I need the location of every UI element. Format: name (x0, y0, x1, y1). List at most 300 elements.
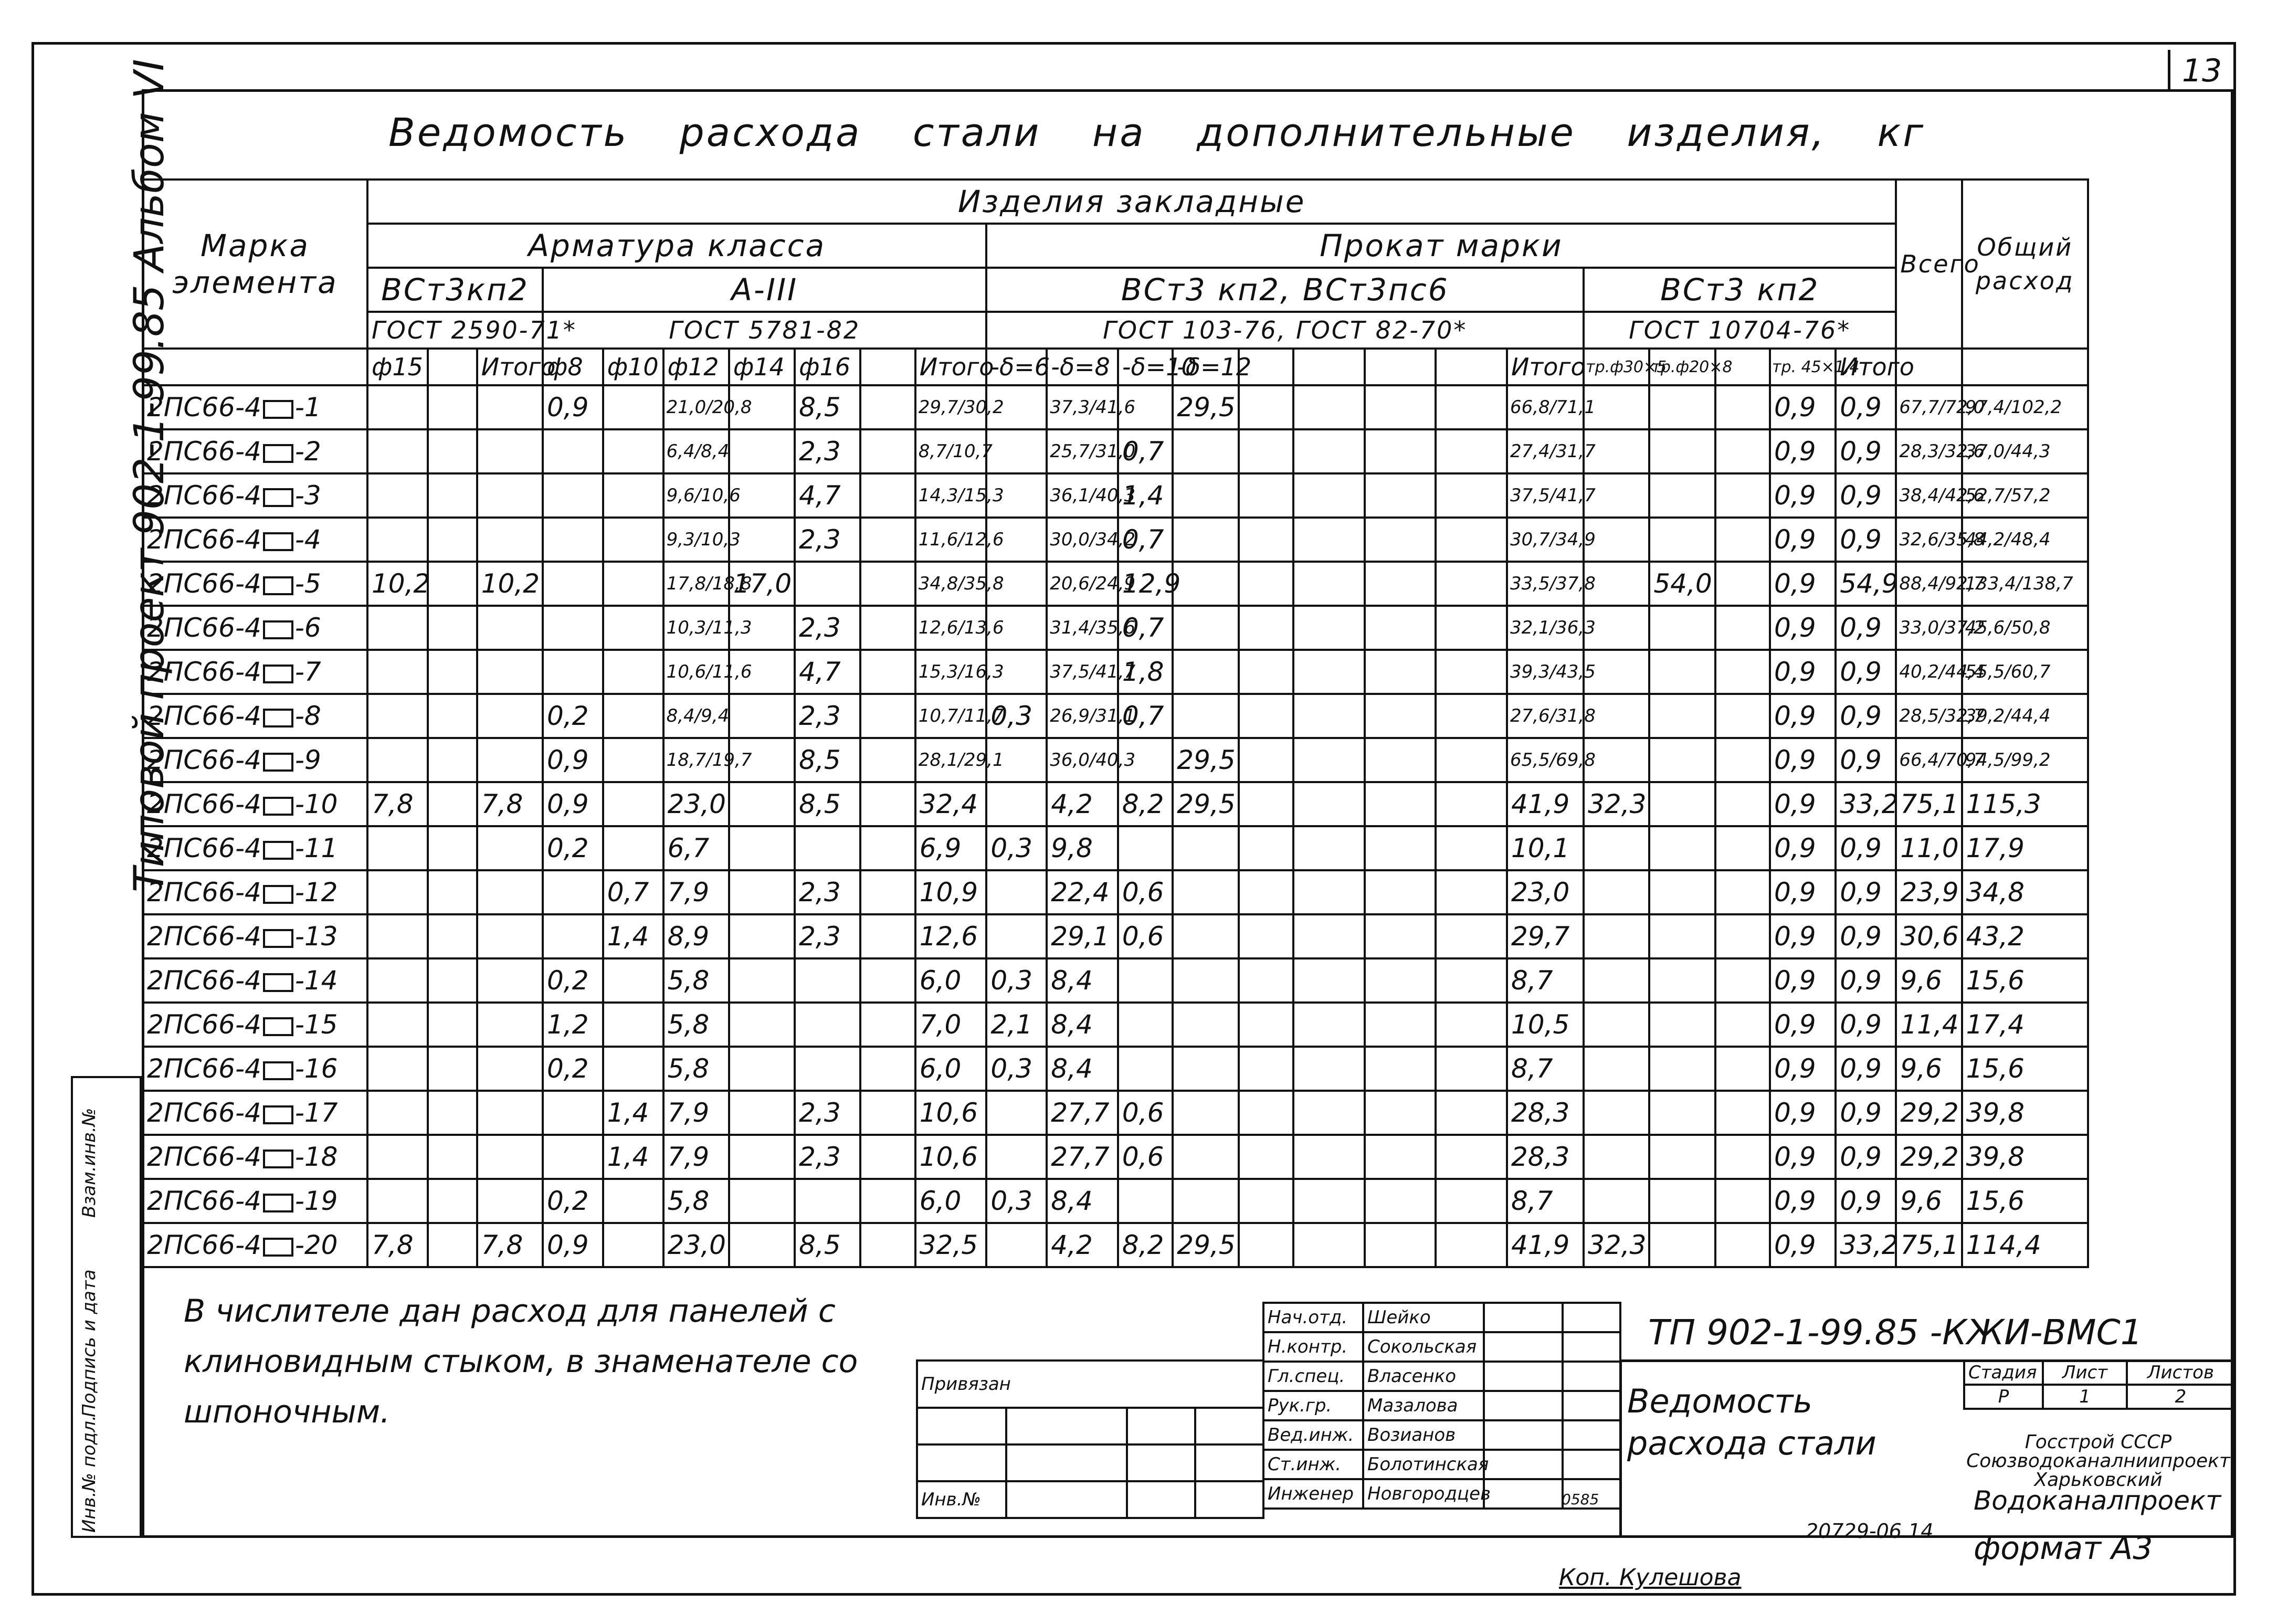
cell-ic: 41,9 (1507, 1223, 1584, 1267)
mark-number: -16 (294, 1053, 338, 1084)
empty-cell (860, 782, 915, 826)
mark-code: 2ПС66-4 (147, 568, 261, 599)
empty-cell (428, 1003, 477, 1047)
cell-t12 (1173, 914, 1238, 958)
mark-box-icon (263, 620, 293, 639)
mark-code: 2ПС66-4 (147, 613, 261, 643)
cell-ic: 28,3 (1507, 1135, 1584, 1179)
table-row (143, 1003, 2088, 1047)
mark-number: -15 (294, 1009, 338, 1040)
col-t12: -δ=12 (1173, 349, 1238, 385)
cell-d8 (543, 914, 603, 958)
cell-total: 66,4/70,7 (1896, 738, 1962, 782)
cell-general: 37,0/44,3 (1962, 429, 2088, 473)
cell-d8: 0,2 (543, 1047, 603, 1091)
empty-cell (1365, 1091, 1436, 1135)
mark-code: 2ПС66-4 (147, 1098, 261, 1128)
cell-t12 (1173, 870, 1238, 914)
cell-t12 (1173, 826, 1238, 870)
steel-table (142, 178, 2089, 1268)
cell-d14 (729, 1223, 795, 1267)
empty-cell (1293, 606, 1365, 650)
cell-id: 0,9 (1836, 429, 1896, 473)
mark-box-icon (263, 1061, 293, 1080)
empty-cell (1715, 914, 1770, 958)
cell-tr2: 54,0 (1649, 562, 1715, 606)
header-gost-a: ГОСТ 2590-71* (367, 312, 543, 349)
cell-t12 (1173, 1179, 1238, 1223)
empty-cell (1239, 1047, 1293, 1091)
cell-id: 0,9 (1836, 650, 1896, 694)
cell-tr1: 32,3 (1584, 1223, 1649, 1267)
col-tr1: тр.ф30×5 (1584, 349, 1649, 385)
table-row (143, 738, 2088, 782)
empty-cell (428, 385, 477, 429)
cell-id: 0,9 (1836, 738, 1896, 782)
cell-d10 (603, 1179, 663, 1223)
row-mark (143, 1047, 367, 1091)
cell-d8 (543, 606, 603, 650)
privyazan-cell (917, 1361, 1263, 1408)
cell-t6: 0,3 (986, 694, 1047, 738)
cell (1195, 1444, 1263, 1481)
cell-t8: 27,7 (1047, 1135, 1118, 1179)
cell-id: 0,9 (1836, 870, 1896, 914)
mark-number: -13 (294, 921, 338, 952)
empty-cell (1436, 826, 1507, 870)
cell-tr3: 0,9 (1770, 650, 1836, 694)
cell-tr1 (1584, 1091, 1649, 1135)
cell-t8: 8,4 (1047, 1003, 1118, 1047)
empty-cell (1239, 473, 1293, 518)
empty-cell (1293, 562, 1365, 606)
empty-cell (860, 1003, 915, 1047)
cell-d14 (729, 914, 795, 958)
cell-d10 (603, 429, 663, 473)
row-mark (143, 606, 367, 650)
cell-t8: 4,2 (1047, 1223, 1118, 1267)
header-vst-a: ВСт3кп2 (367, 268, 543, 312)
cell-id: 0,9 (1836, 958, 1896, 1003)
empty-cell (1365, 870, 1436, 914)
sheets-value: 2 (2127, 1385, 2234, 1409)
empty-cell (1293, 914, 1365, 958)
cell-tr3: 0,9 (1770, 1223, 1836, 1267)
cell-id: 54,9 (1836, 562, 1896, 606)
cell-tr1 (1584, 1179, 1649, 1223)
empty-cell (1239, 429, 1293, 473)
empty-cell (1715, 738, 1770, 782)
cell-total: 28,3/32,6 (1896, 429, 1962, 473)
binding-table (916, 1359, 1264, 1519)
empty-cell (1365, 473, 1436, 518)
cell-general: 39,8 (1962, 1135, 2088, 1179)
table-row (143, 914, 2088, 958)
row-mark (143, 826, 367, 870)
cell-d12: 9,6/10,6 (663, 473, 729, 518)
cell-d8: 0,9 (543, 782, 603, 826)
cell-t10: 8,2 (1118, 1223, 1173, 1267)
empty-cell (1293, 429, 1365, 473)
cell-ic: 29,7 (1507, 914, 1584, 958)
cell-d15 (367, 1179, 428, 1223)
empty-cell (1715, 518, 1770, 562)
empty-cell (1365, 1179, 1436, 1223)
cell-d16: 2,3 (795, 1135, 860, 1179)
empty-cell (1715, 1135, 1770, 1179)
cell-tr2 (1649, 385, 1715, 429)
table-row (143, 1135, 2088, 1179)
cell-ib: 10,6 (915, 1091, 987, 1135)
empty-cell (428, 958, 477, 1003)
col-blank (860, 349, 915, 385)
cell-t6 (986, 1091, 1047, 1135)
cell-d10 (603, 518, 663, 562)
cell-id: 0,9 (1836, 518, 1896, 562)
empty-cell (428, 1179, 477, 1223)
header-prokat: Прокат марки (986, 224, 1896, 268)
cell-ia (477, 650, 543, 694)
cell-total: 30,6 (1896, 914, 1962, 958)
mark-number: -10 (294, 789, 338, 819)
cell-id: 0,9 (1836, 606, 1896, 650)
cell (1006, 1408, 1127, 1444)
cell-t12 (1173, 1091, 1238, 1135)
cell-t8: 30,0/34,2 (1047, 518, 1118, 562)
cell-t6 (986, 782, 1047, 826)
cell-d10 (603, 562, 663, 606)
empty-cell (1715, 1003, 1770, 1047)
cell-t10 (1118, 1047, 1173, 1091)
cell-d16: 4,7 (795, 650, 860, 694)
empty-cell (1293, 1003, 1365, 1047)
cell-general: 39,8 (1962, 1091, 2088, 1135)
cell-d14: 17,0 (729, 562, 795, 606)
cell (1006, 1481, 1127, 1518)
cell-t6 (986, 914, 1047, 958)
cell-d12: 23,0 (663, 1223, 729, 1267)
mark-number: -19 (294, 1186, 338, 1216)
cell-d14 (729, 870, 795, 914)
empty-cell (1715, 429, 1770, 473)
cell-ia (477, 738, 543, 782)
staff-signature (1484, 1479, 1563, 1509)
empty-cell (428, 826, 477, 870)
cell-t12: 29,5 (1173, 1223, 1238, 1267)
cell-d10 (603, 1223, 663, 1267)
empty-cell (1715, 826, 1770, 870)
empty-cell (428, 650, 477, 694)
empty-cell (860, 606, 915, 650)
cell-t10: 0,6 (1118, 914, 1173, 958)
empty-cell (1365, 606, 1436, 650)
cell-tr2 (1649, 429, 1715, 473)
empty-cell (1293, 870, 1365, 914)
cell-t8: 22,4 (1047, 870, 1118, 914)
empty-cell (1436, 870, 1507, 914)
empty-cell (860, 473, 915, 518)
empty-cell (860, 1047, 915, 1091)
cell-d12: 8,4/9,4 (663, 694, 729, 738)
cell-general: 15,6 (1962, 1047, 2088, 1091)
cell-total: 28,5/32,7 (1896, 694, 1962, 738)
cell-d12: 9,3/10,3 (663, 518, 729, 562)
mark-number: -8 (294, 701, 321, 731)
cell-general: 15,6 (1962, 958, 2088, 1003)
empty-cell (1239, 1135, 1293, 1179)
col-blank (1365, 349, 1436, 385)
cell-t6: 2,1 (986, 1003, 1047, 1047)
mark-code: 2ПС66-4 (147, 745, 261, 775)
empty-cell (1715, 1091, 1770, 1135)
cell-d8: 0,2 (543, 826, 603, 870)
cell-t6 (986, 870, 1047, 914)
cell-t6 (986, 1223, 1047, 1267)
col-blank (1293, 349, 1365, 385)
empty-cell (860, 562, 915, 606)
col-blank (428, 349, 477, 385)
cell-d14 (729, 782, 795, 826)
row-mark (143, 782, 367, 826)
table-row (143, 870, 2088, 914)
col-blank (1436, 349, 1507, 385)
empty-cell (1436, 1047, 1507, 1091)
cell-tr3: 0,9 (1770, 385, 1836, 429)
cell-d10 (603, 694, 663, 738)
table-row (143, 606, 2088, 650)
empty-cell (1715, 562, 1770, 606)
staff-signature (1484, 1362, 1563, 1391)
empty-cell (1436, 1179, 1507, 1223)
mark-box-icon (263, 797, 293, 816)
cell-ia (477, 958, 543, 1003)
mark-number: -14 (294, 965, 338, 996)
stage-table (1963, 1359, 2236, 1410)
row-mark (143, 914, 367, 958)
cell-t10: 0,7 (1118, 694, 1173, 738)
cell-t12 (1173, 650, 1238, 694)
sheet-title: Ведомость расхода стали (1627, 1382, 1876, 1462)
header-vst-b: ВСт3 кп2, ВСт3пс6 (986, 268, 1584, 312)
cell-d16: 2,3 (795, 429, 860, 473)
header-total-general: Общий расход (1962, 180, 2088, 349)
empty-cell (1293, 650, 1365, 694)
cell-total: 9,6 (1896, 1179, 1962, 1223)
copied-by: Коп. Кулешова (1559, 1564, 1742, 1591)
empty-cell (1239, 694, 1293, 738)
staff-role: Инженер (1263, 1479, 1363, 1509)
empty-cell (1436, 518, 1507, 562)
cell-t10: 8,2 (1118, 782, 1173, 826)
cell-tr3: 0,9 (1770, 1135, 1836, 1179)
staff-role: Рук.гр. (1263, 1391, 1363, 1420)
cell-ib: 7,0 (915, 1003, 987, 1047)
mark-code: 2ПС66-4 (147, 657, 261, 687)
cell-ic: 8,7 (1507, 1047, 1584, 1091)
mark-code: 2ПС66-4 (147, 1230, 261, 1260)
empty-cell (1365, 562, 1436, 606)
cell-t6: 0,3 (986, 826, 1047, 870)
row-mark (143, 694, 367, 738)
staff-role: Ст.инж. (1263, 1450, 1363, 1479)
table-row (143, 518, 2088, 562)
staff-name: Власенко (1363, 1362, 1484, 1391)
cell-d10 (603, 782, 663, 826)
cell-ib: 32,4 (915, 782, 987, 826)
cell-t10 (1118, 1003, 1173, 1047)
cell-ia (477, 694, 543, 738)
empty-cell (428, 562, 477, 606)
cell-t8: 27,7 (1047, 1091, 1118, 1135)
mark-code: 2ПС66-4 (147, 524, 261, 555)
cell-ic: 33,5/37,8 (1507, 562, 1584, 606)
empty-cell (1239, 650, 1293, 694)
mark-box-icon (263, 576, 293, 595)
empty-cell (1293, 1223, 1365, 1267)
empty-cell (1293, 1091, 1365, 1135)
cell (1195, 1408, 1263, 1444)
empty-cell (428, 1223, 477, 1267)
cell-ic: 30,7/34,9 (1507, 518, 1584, 562)
col-d10: ф10 (603, 349, 663, 385)
staff-row (1263, 1362, 1620, 1391)
col-tr2: тр.ф20×8 (1649, 349, 1715, 385)
cell-d16: 2,3 (795, 518, 860, 562)
cell-id: 0,9 (1836, 385, 1896, 429)
header-total-all: Всего (1896, 180, 1962, 349)
cell-t12 (1173, 1003, 1238, 1047)
cell-total: 9,6 (1896, 1047, 1962, 1091)
cell-tr2 (1649, 694, 1715, 738)
cell-d12: 18,7/19,7 (663, 738, 729, 782)
cell-ia (477, 1047, 543, 1091)
table-row (143, 385, 2088, 429)
cell-d15: 7,8 (367, 782, 428, 826)
cell-id: 0,9 (1836, 1179, 1896, 1223)
col-d12: ф12 (663, 349, 729, 385)
cell-t8: 8,4 (1047, 958, 1118, 1003)
staff-name: Мазалова (1363, 1391, 1484, 1420)
cell-d16 (795, 958, 860, 1003)
cell-ib: 28,1/29,1 (915, 738, 987, 782)
empty-cell (1239, 914, 1293, 958)
cell-d8 (543, 1135, 603, 1179)
cell-d15 (367, 1003, 428, 1047)
empty-cell (1436, 914, 1507, 958)
mark-number: -9 (294, 745, 321, 775)
empty-cell (1436, 694, 1507, 738)
staff-row (1263, 1391, 1620, 1420)
mark-code: 2ПС66-4 (147, 392, 261, 423)
cell-tr3: 0,9 (1770, 429, 1836, 473)
row-mark (143, 738, 367, 782)
cell-ia (477, 1091, 543, 1135)
sheet-label: Лист (2043, 1361, 2127, 1385)
mark-number: -12 (294, 877, 338, 908)
empty-cell (860, 429, 915, 473)
cell-d10 (603, 738, 663, 782)
cell-total: 67,7/72,0 (1896, 385, 1962, 429)
cell-d12: 10,6/11,6 (663, 650, 729, 694)
cell-general: 94,5/99,2 (1962, 738, 2088, 782)
empty-cell (1365, 958, 1436, 1003)
cell-ic: 41,9 (1507, 782, 1584, 826)
empty-cell (428, 518, 477, 562)
table-row (143, 429, 2088, 473)
empty-cell (1365, 1223, 1436, 1267)
cell-tr3: 0,9 (1770, 694, 1836, 738)
cell-d10 (603, 1047, 663, 1091)
table-body (143, 385, 2088, 1267)
row-mark (143, 1003, 367, 1047)
cell-d16 (795, 1179, 860, 1223)
mark-box-icon (263, 753, 293, 772)
cell-ib: 10,7/11,7 (915, 694, 987, 738)
col-d16: ф16 (795, 349, 860, 385)
empty-cell (428, 1091, 477, 1135)
cell-t10: 0,6 (1118, 870, 1173, 914)
organization: Госстрой СССР Союзводоканалниипроект Харьковский (1966, 1431, 2230, 1491)
cell-t6: 0,3 (986, 958, 1047, 1003)
col-itogo-a: Итого (477, 349, 543, 385)
empty-cell (428, 473, 477, 518)
row-mark (143, 429, 367, 473)
mark-number: -20 (294, 1230, 338, 1260)
sheets-label: Листов (2127, 1361, 2234, 1385)
cell-d10: 0,7 (603, 870, 663, 914)
header-armatura: Арматура класса (367, 224, 986, 268)
cell-tr2 (1649, 518, 1715, 562)
empty-cell (428, 782, 477, 826)
cell-general: 97,4/102,2 (1962, 385, 2088, 429)
cell-tr2 (1649, 1091, 1715, 1135)
cell-t12: 29,5 (1173, 782, 1238, 826)
document-title: Ведомость расхода стали на дополнительные изделия, кг (388, 110, 1926, 155)
cell-ib: 32,5 (915, 1223, 987, 1267)
cell-id: 33,2 (1836, 1223, 1896, 1267)
mark-code: 2ПС66-4 (147, 833, 261, 863)
cell-total: 33,0/37,2 (1896, 606, 1962, 650)
empty-cell (1239, 870, 1293, 914)
header-gost-c: ГОСТ 103-76, ГОСТ 82-70* (986, 312, 1584, 349)
cell (1127, 1481, 1195, 1518)
cell-d15 (367, 958, 428, 1003)
col-d14: ф14 (729, 349, 795, 385)
empty-cell (860, 694, 915, 738)
cell-tr1 (1584, 1003, 1649, 1047)
cell-t10 (1118, 826, 1173, 870)
empty-cell (1715, 650, 1770, 694)
cell-d8 (543, 473, 603, 518)
empty-cell (1436, 738, 1507, 782)
cell-tr3: 0,9 (1770, 473, 1836, 518)
cell-ia: 7,8 (477, 782, 543, 826)
cell-t10: 1,8 (1118, 650, 1173, 694)
col-d8: ф8 (543, 349, 603, 385)
cell-t6 (986, 1135, 1047, 1179)
cell-total: 11,4 (1896, 1003, 1962, 1047)
cell-d12: 5,8 (663, 1179, 729, 1223)
mark-code: 2ПС66-4 (147, 701, 261, 731)
cell-ia (477, 1179, 543, 1223)
staff-name: Возианов (1363, 1420, 1484, 1450)
cell-d10: 1,4 (603, 914, 663, 958)
cell-general: 17,9 (1962, 826, 2088, 870)
empty-cell (1436, 958, 1507, 1003)
cell-d15: 10,2 (367, 562, 428, 606)
cell-tr3: 0,9 (1770, 518, 1836, 562)
cell-ic: 10,1 (1507, 826, 1584, 870)
